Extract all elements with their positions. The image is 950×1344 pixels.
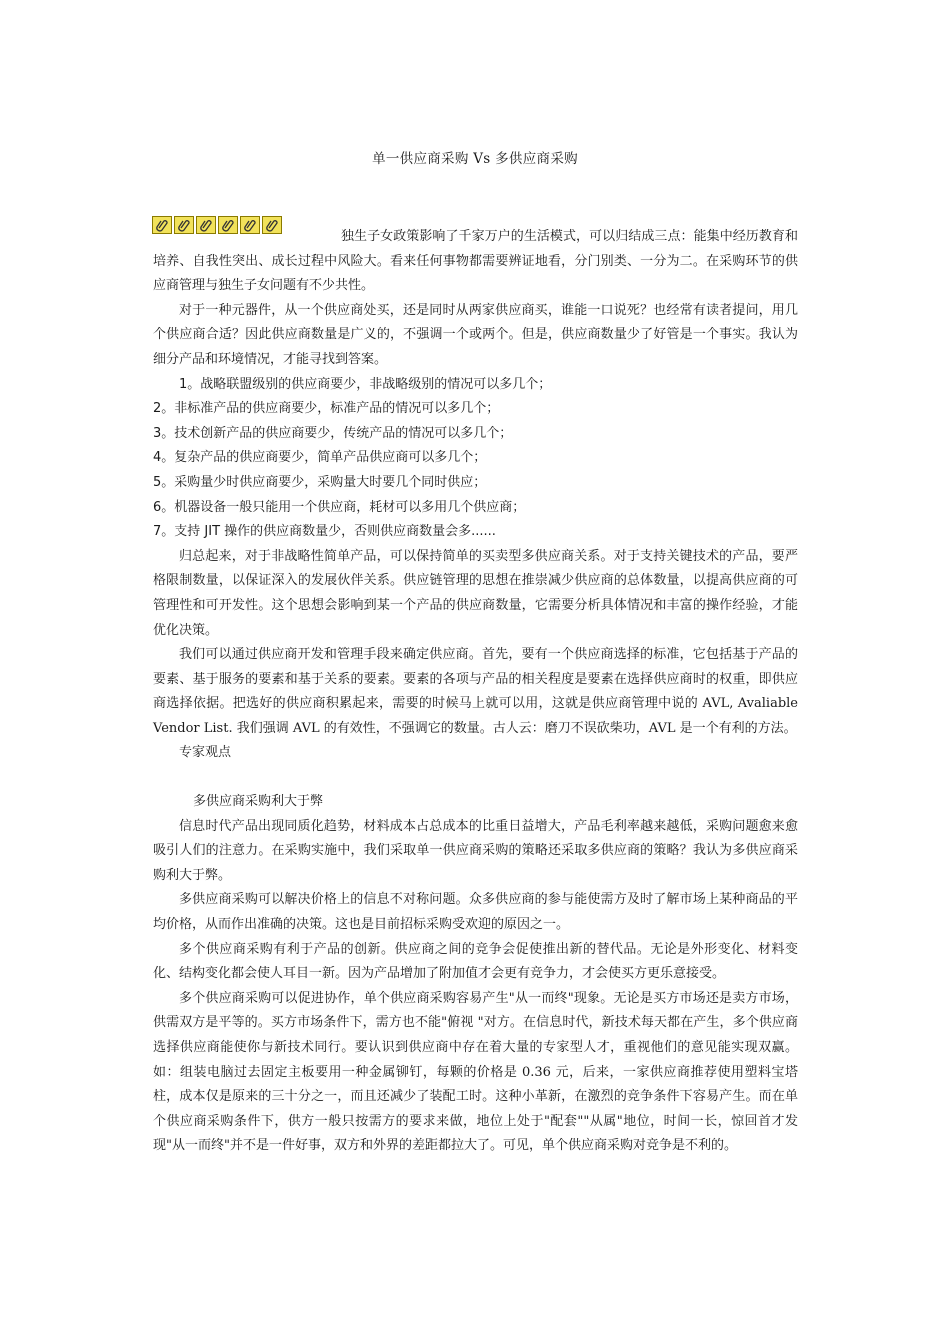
article-body: [153, 225, 798, 1159]
section-label-expert: 专家观点: [179, 745, 232, 761]
list-item: 7。支持 JIT 操作的供应商数量少，否则供应商数量会多......: [153, 524, 496, 540]
list-item: 2。非标准产品的供应商要少，标准产品的情况可以多几个；: [153, 401, 500, 417]
paragraph-avl: 我们可以通过供应商开发和管理手段来确定供应商。首先，要有一个供应商选择的标准，它包括基于产品的要素、基于服务的要素和基于关系的要素。要素的各项与产品的相关程度是要素在选择供应商时的权重，即供应商选择依据。把选好的供应商积累起来，需要的时候马上就可以用，这就是供应商管理中说的 AVL, Avaliable Vendor List. 我们强调 AVL 的有效性，不强调它的数量。古人云：磨刀不误砍柴功，AVL 是一个有利的方法。: [153, 647, 798, 736]
list-item: 4。复杂产品的供应商要少，简单产品供应商可以多几个；: [153, 450, 487, 466]
paragraph: 多个供应商采购有利于产品的创新。供应商之间的竞争会促使推出新的替代品。无论是外形变化、材料变化、结构变化都会使人耳目一新。因为产品增加了附加值才会更有竞争力，才会使买方更乐意接受。: [153, 941, 798, 982]
spacer: [153, 766, 798, 790]
paragraph: 多供应商采购可以解决价格上的信息不对称问题。众多供应商的参与能使需方及时了解市场上某种商品的平均价格，从而作出准确的决策。这也是目前招标采购受欢迎的原因之一。: [153, 892, 798, 933]
document-title: 单一供应商采购 Vs 多供应商采购: [372, 151, 578, 167]
section-heading: 多供应商采购利大于弊: [193, 794, 324, 810]
paragraph-intro: 独生子女政策影响了千家万户的生活模式，可以归结成三点：能集中经历教育和培养、自我性突出、成长过程中风险大。看来任何事物都需要辨证地看，分门别类、一分为二。在采购环节的供应商管理与独生子女问题有不少共性。: [153, 229, 798, 294]
list-item: 6。机器设备一般只能用一个供应商，耗材可以多用几个供应商；: [153, 499, 526, 515]
list-item: 5。采购量少时供应商要少，采购量大时要几个同时供应；: [153, 474, 487, 490]
list-item: 3。技术创新产品的供应商要少，传统产品的情况可以多几个；: [153, 425, 513, 441]
paragraph: 信息时代产品出现同质化趋势，材料成本占总成本的比重日益增大，产品毛利率越来越低，采购问题愈来愈吸引人们的注意力。在采购实施中，我们采取单一供应商采购的策略还采取多供应商的策略？我认为多供应商采购利大于弊。: [153, 818, 798, 883]
paragraph-question: 对于一种元器件，从一个供应商处买，还是同时从两家供应商买，谁能一口说死？也经常有读者提问，用几个供应商合适？因此供应商数量是广义的，不强调一个或两个。但是，供应商数量少了好管是一个事实。我认为细分产品和环境情况，才能寻找到答案。: [153, 302, 798, 367]
paragraph: 多个供应商采购可以促进协作，单个供应商采购容易产生"从一而终"现象。无论是买方市场还是卖方市场，供需双方是平等的。买方市场条件下，需方也不能"俯视 "对方。在信息时代，新技术每天都在产生，多个供应商选择供应商能使你与新技术同行。要认识到供应商中存在着大量的专家型人才，重视他们的意见能实现双赢。如：组装电脑过去固定主板要用一种金属铆钉，每颗的价格是 0.36 元，后来，一家供应商推荐使用塑料宝塔柱，成本仅是原来的三十分之一，而且还减少了装配工时。这种小革新，在激烈的竞争条件下容易产生。而在单个供应商采购条件下，供方一般只按需方的要求来做，地位上处于"配套""从属"地位，时间一长，惊回首才发现"从一而终"并不是一件好事，双方和外界的差距都拉大了。可见，单个供应商采购对竞争是不利的。: [153, 990, 798, 1154]
list-item: 1。战略联盟级别的供应商要少，非战略级别的情况可以多几个；: [179, 376, 552, 392]
paragraph-summary: 归总起来，对于非战略性简单产品，可以保持简单的买卖型多供应商关系。对于支持关键技术的产品，要严格限制数量，以保证深入的发展伙伴关系。供应链管理的思想在推崇减少供应商的总体数量，以提高供应商的可管理性和可开发性。这个思想会影响到某一个产品的供应商数量，它需要分析具体情况和丰富的操作经验，才能优化决策。: [153, 548, 798, 638]
